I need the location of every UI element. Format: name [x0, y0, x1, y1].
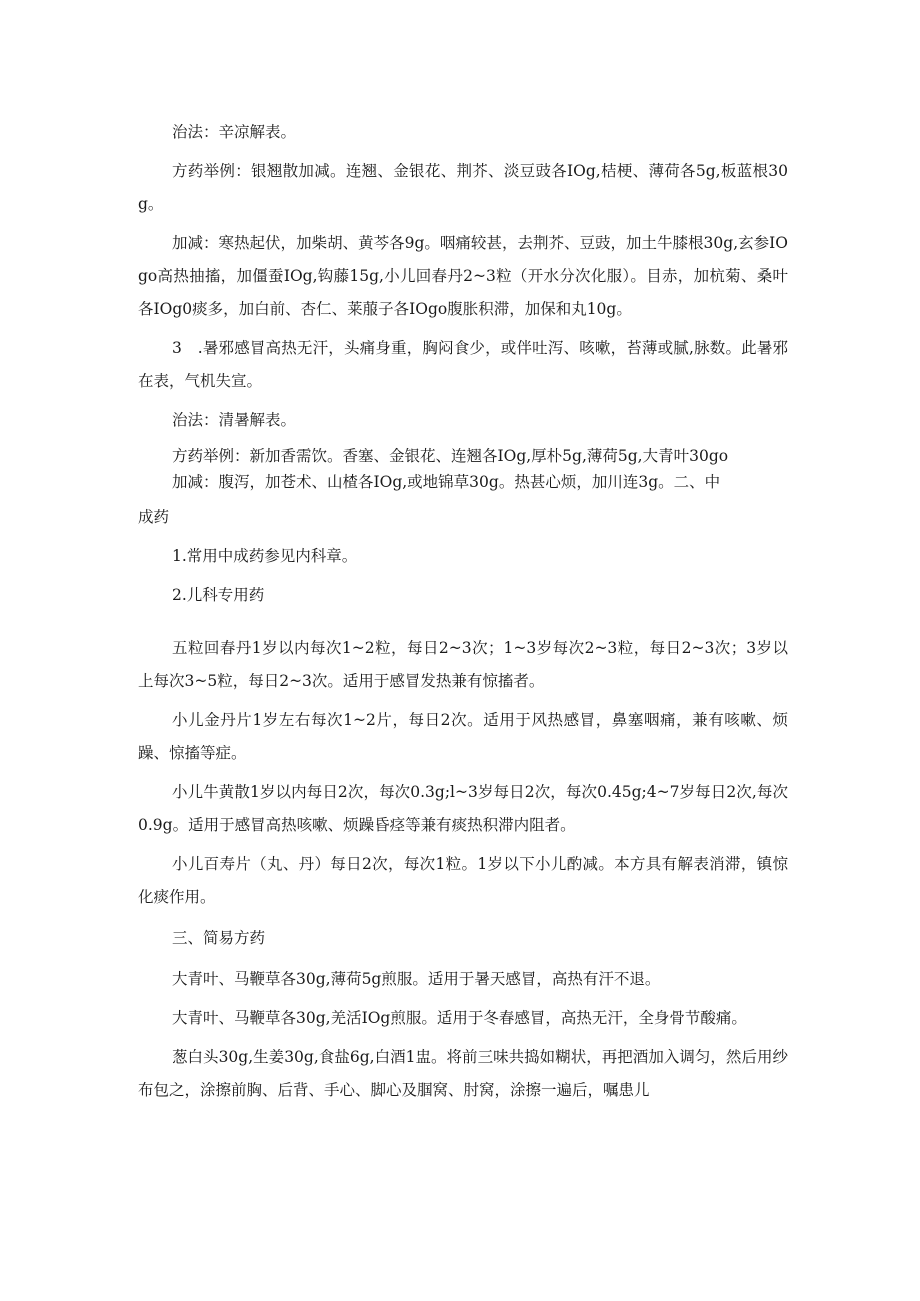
paragraph-remedy-2: 大青叶、马鞭草各30g,羌活IOg煎服。适用于冬春感冒，高热无汗，全身骨节酸痛。 [172, 1009, 747, 1027]
paragraph-treatment-2: 治法：清暑解表。 [172, 411, 297, 429]
paragraph-xiaoer-niuhuang-san: 小儿牛黄散1岁以内每日2次，每次0.3g;l~3岁每日2次，每次0.45g;4~7岁每日2次,每次0.9g。适用于感冒高热咳嗽、烦躁昏痉等兼有痰热积滞内阻者。 [138, 783, 788, 834]
paragraph-wuli-huichun-dan: 五粒回春丹1岁以内每次1~2粒，每日2~3次；1~3岁每次2~3粒，每日2~3次；3岁以上每次3~5粒，每日2~3次。适用于感冒发热兼有惊搐者。 [138, 639, 788, 690]
paragraph-summer-cold: 3 .暑邪感冒高热无汗，头痛身重，胸闷食少，或伴吐泻、咳嗽，苔薄或腻,脉数。此暑邪在表，气机失宣。 [138, 339, 788, 390]
paragraph-treatment-1: 治法：辛凉解表。 [172, 123, 297, 141]
paragraph-prescription-2: 方药举例：新加香需饮。香塞、金银花、连翘各IOg,厚朴5g,薄荷5g,大青叶30go [172, 447, 729, 465]
document-body [138, 116, 788, 1107]
paragraph-xiaoer-baishou-pian: 小儿百寿片（丸、丹）每日2次，每次1粒。1岁以下小儿酌减。本方具有解表消滞，镇惊化痰作用。 [138, 855, 788, 906]
paragraph-remedy-1: 大青叶、马鞭草各30g,薄荷5g煎服。适用于暑天感冒，高热有汗不退。 [172, 970, 661, 988]
section-heading-patent-medicine: 成药 [138, 508, 170, 526]
paragraph-prescription-1: 方药举例：银翘散加减。连翘、金银花、荆芥、淡豆豉各IOg,桔梗、薄荷各5g,板蓝根30g。 [138, 162, 788, 213]
paragraph-modification-1: 加减：寒热起伏，加柴胡、黄芩各9g。咽痛较甚，去荆芥、豆豉，加土牛膝根30g,玄参IOgo高热抽搐，加僵蚕IOg,钩藤15g,小儿回春丹2~3粒（开水分次化服）。目赤，加杭菊、桑叶各IOg0痰多，加白前、杏仁、莱菔子各IOgo腹胀积滞，加保和丸10g。 [138, 234, 788, 318]
subheading-pediatric-medicine: 2.儿科专用药 [172, 586, 265, 604]
paragraph-remedy-3: 葱白头30g,生姜30g,食盐6g,白酒1盅。将前三味共捣如糊状，再把酒加入调匀，然后用纱布包之，涂擦前胸、后背、手心、脚心及腘窝、肘窝，涂擦一遍后，嘱患儿 [138, 1048, 788, 1099]
paragraph-common-medicine: 1.常用中成药参见内科章。 [172, 547, 358, 565]
section-heading-simple-remedies: 三、简易方药 [172, 929, 266, 947]
paragraph-modification-2: 加减：腹泻，加苍术、山楂各IOg,或地锦草30g。热甚心烦，加川连3g。二、中 [172, 473, 721, 491]
paragraph-xiaoer-jindan-pian: 小儿金丹片1岁左右每次1~2片，每日2次。适用于风热感冒，鼻塞咽痛，兼有咳嗽、烦躁、惊搐等症。 [138, 711, 788, 762]
